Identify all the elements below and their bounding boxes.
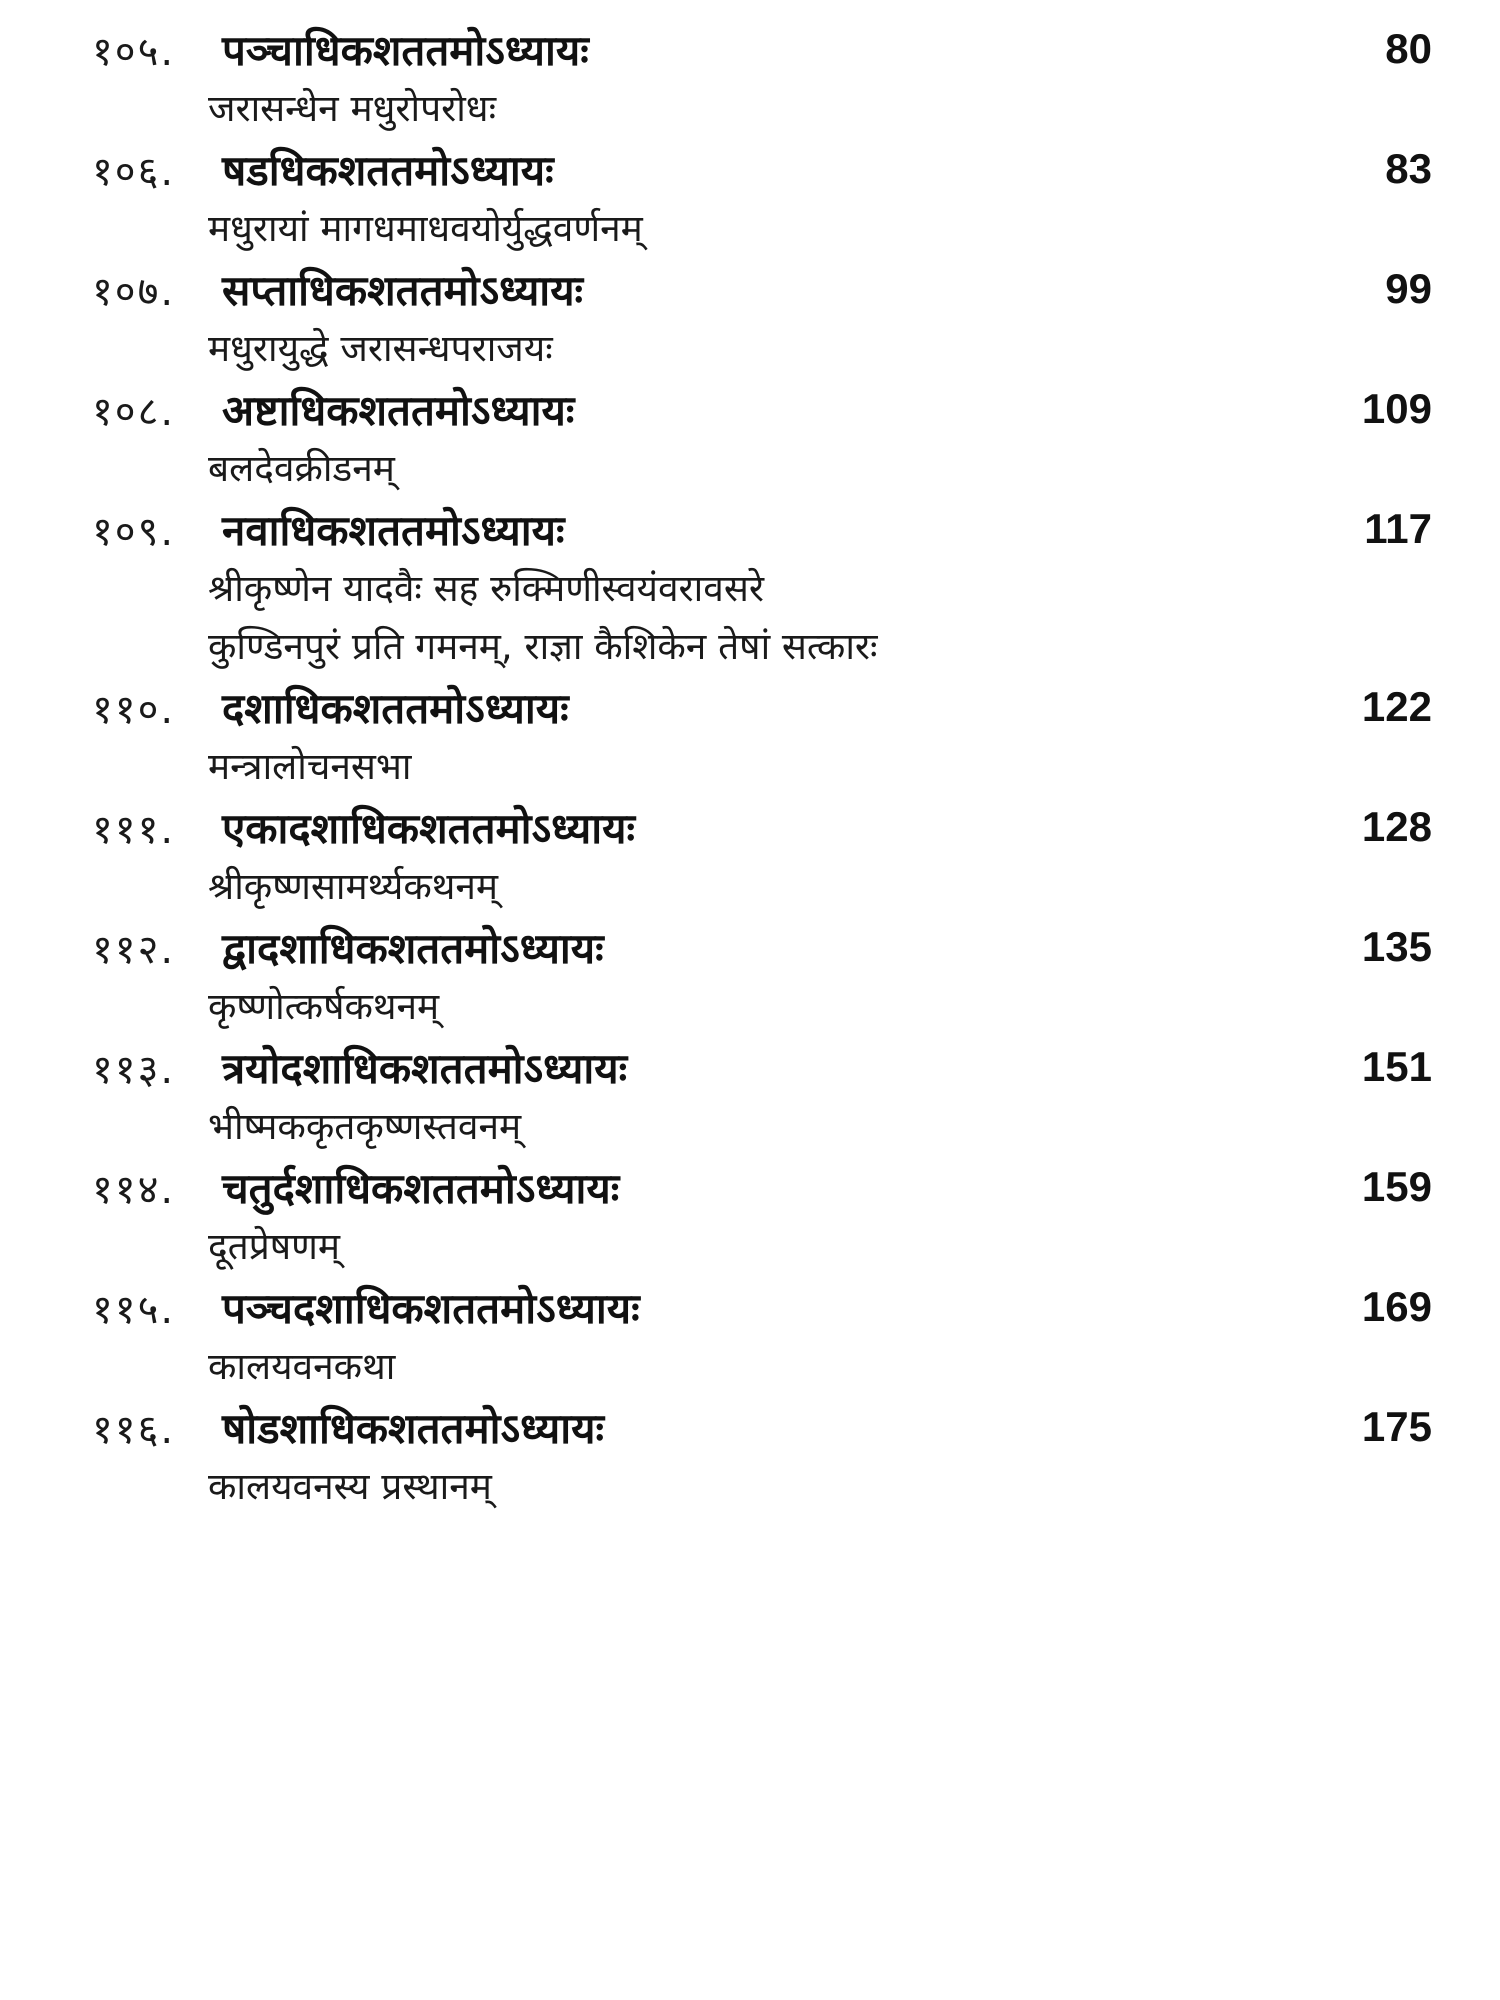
page-number: 135 (1361, 923, 1432, 970)
chapter-subtitle: भीष्मककृतकृष्णस्तवनम् (208, 1105, 522, 1148)
page-number: 99 (1385, 265, 1432, 312)
chapter-title: षोडशाधिकशततमोऽध्यायः (222, 1403, 604, 1453)
chapter-number: ११०. (92, 686, 176, 733)
chapter-title: अष्टाधिकशततमोऽध्यायः (222, 385, 575, 435)
entry-heading (92, 258, 1432, 320)
toc-entry (92, 676, 1432, 796)
chapter-number: १११. (92, 806, 176, 853)
chapter-number: ११५. (92, 1286, 176, 1333)
entry-heading (92, 796, 1432, 858)
chapter-number: १०९. (92, 508, 176, 555)
chapter-subtitle: मधुरायां मागधमाधवयोर्युद्धवर्णनम् (208, 207, 643, 250)
entry-heading (92, 18, 1432, 80)
chapter-number: १०८. (92, 388, 176, 435)
chapter-title: त्रयोदशाधिकशततमोऽध्यायः (222, 1043, 628, 1093)
chapter-title: पञ्चदशाधिकशततमोऽध्यायः (222, 1283, 640, 1333)
page-number: 83 (1385, 145, 1432, 192)
toc-entry (92, 258, 1432, 378)
chapter-subtitle: कुण्डिनपुरं प्रति गमनम्, राज्ञा कैशिकेन तेषां सत्कारः (208, 625, 878, 668)
chapter-subtitle: कृष्णोत्कर्षकथनम् (208, 985, 440, 1028)
page-number: 151 (1361, 1043, 1432, 1090)
toc-entry (92, 1276, 1432, 1396)
chapter-subtitle: दूतप्रेषणम् (208, 1225, 341, 1268)
entry-heading (92, 676, 1432, 738)
chapter-title: नवाधिकशततमोऽध्यायः (222, 505, 565, 555)
toc-entry (92, 138, 1432, 258)
chapter-title: सप्ताधिकशततमोऽध्यायः (222, 265, 584, 315)
toc-entry (92, 1036, 1432, 1156)
entry-heading (92, 498, 1432, 560)
toc-entry (92, 1396, 1432, 1516)
page-number: 122 (1361, 683, 1432, 730)
chapter-title: एकादशाधिकशततमोऽध्यायः (222, 803, 635, 853)
chapter-subtitle: बलदेवक्रीडनम् (208, 447, 395, 490)
chapter-subtitle: मधुरायुद्धे जरासन्धपराजयः (208, 327, 553, 370)
toc-entry (92, 498, 1432, 676)
chapter-number: १०७. (92, 268, 176, 315)
chapter-number: १०६. (92, 148, 176, 195)
page-number: 109 (1361, 385, 1432, 432)
chapter-subtitle: श्रीकृष्णसामर्थ्यकथनम् (208, 865, 499, 908)
entry-heading (92, 1276, 1432, 1338)
entry-heading (92, 1156, 1432, 1218)
page-number: 117 (1364, 505, 1432, 552)
toc-entry (92, 916, 1432, 1036)
entry-heading (92, 1036, 1432, 1098)
page-number: 80 (1385, 25, 1432, 72)
chapter-subtitle: मन्त्रालोचनसभा (208, 745, 412, 788)
chapter-subtitle: जरासन्धेन मधुरोपरोधः (208, 87, 497, 130)
entry-heading (92, 138, 1432, 200)
page-number: 159 (1361, 1163, 1432, 1210)
chapter-subtitle: कालयवनस्य प्रस्थानम् (208, 1465, 492, 1508)
chapter-title: चतुर्दशाधिकशततमोऽध्यायः (222, 1163, 620, 1213)
chapter-title: द्वादशाधिकशततमोऽध्यायः (222, 923, 604, 973)
toc-entry (92, 18, 1432, 138)
chapter-number: ११२. (92, 926, 176, 973)
page-number: 175 (1361, 1403, 1432, 1450)
toc-entry (92, 378, 1432, 498)
chapter-title: दशाधिकशततमोऽध्यायः (222, 683, 569, 733)
page-number: 128 (1361, 803, 1432, 850)
entry-heading (92, 378, 1432, 440)
chapter-subtitle: श्रीकृष्णेन यादवैः सह रुक्मिणीस्वयंवरावसरे (208, 567, 764, 610)
chapter-title: षडधिकशततमोऽध्यायः (222, 145, 554, 195)
table-of-contents (92, 18, 1432, 1516)
chapter-number: ११३. (92, 1046, 176, 1093)
chapter-number: ११४. (92, 1166, 176, 1213)
page-number: 169 (1361, 1283, 1432, 1330)
entry-heading (92, 916, 1432, 978)
chapter-subtitle: कालयवनकथा (208, 1345, 396, 1388)
entry-heading (92, 1396, 1432, 1458)
chapter-number: ११६. (92, 1406, 176, 1453)
chapter-number: १०५. (92, 28, 176, 75)
toc-entry (92, 796, 1432, 916)
toc-entry (92, 1156, 1432, 1276)
chapter-title: पञ्चाधिकशततमोऽध्यायः (222, 25, 589, 75)
